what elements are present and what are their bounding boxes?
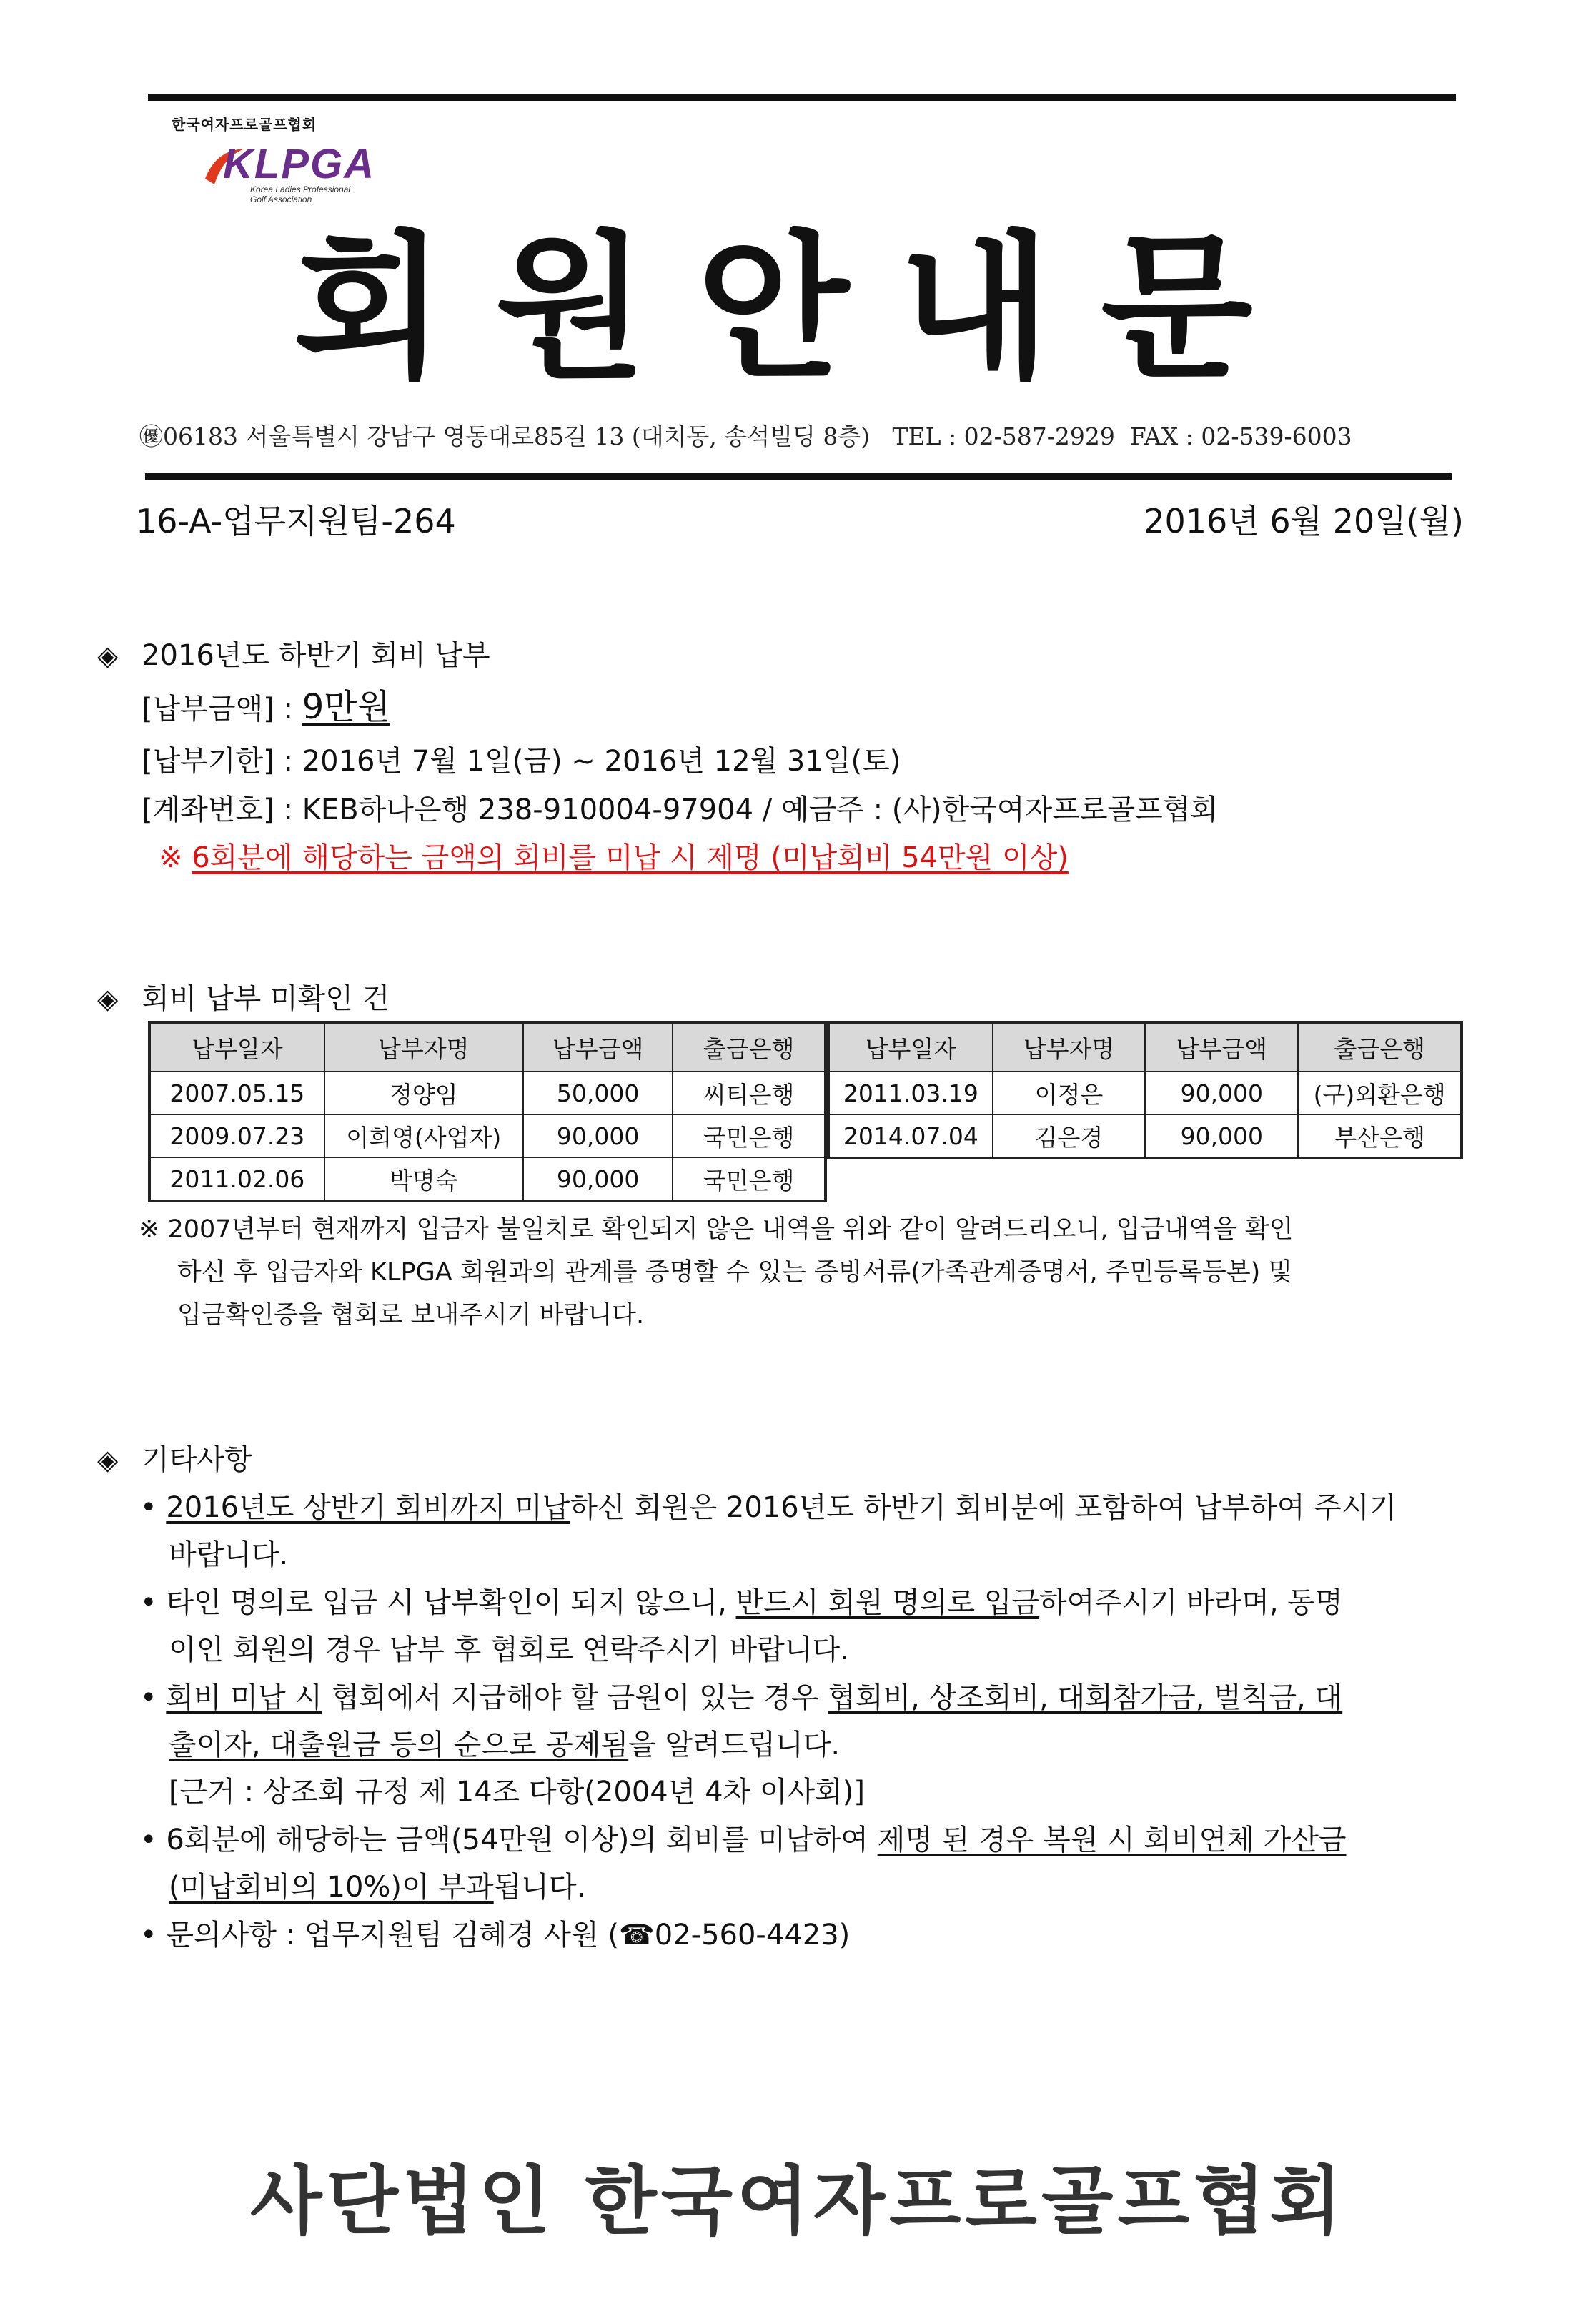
- bullet-item-1: [140, 1485, 1397, 1526]
- cell-name: 정양임: [324, 1072, 523, 1114]
- cell-amount: 90,000: [1145, 1072, 1298, 1114]
- col-header-bank: 출금은행: [1298, 1022, 1462, 1072]
- cell-date: 2007.05.15: [149, 1072, 324, 1114]
- col-header-name: 납부자명: [324, 1022, 523, 1072]
- bullet-icon: •: [140, 1491, 157, 1524]
- amount-label: [납부금액] :: [142, 693, 302, 726]
- cell-amount: 50,000: [523, 1072, 673, 1114]
- section-title: 기타사항: [142, 1443, 252, 1476]
- bullet-item-4: [140, 1817, 1347, 1858]
- cell-name: 이정은: [993, 1072, 1145, 1114]
- bullet-1-emphasis: 2016년도 상반기 회비까지 미납: [166, 1491, 570, 1524]
- cell-bank: 씨티은행: [673, 1072, 826, 1114]
- logo-subtitle-line-1: Korea Ladies Professional: [250, 184, 351, 194]
- org-small-label: 한국여자프로골프협회: [172, 116, 317, 133]
- document-number: 16-A-업무지원팀-264: [136, 502, 456, 540]
- bullet-5-text: 문의사항 : 업무지원팀 김혜경 사원 (☎02-560-4423): [166, 1919, 851, 1952]
- period-value: 2016년 7월 1일(금) ~ 2016년 12월 31일(토): [302, 745, 901, 778]
- diamond-bullet-icon: ◈: [97, 1444, 119, 1475]
- period-label: [납부기한] :: [142, 745, 302, 778]
- table-header-row: [828, 1022, 1462, 1072]
- bullet-3-basis: [근거 : 상조회 규정 제 14조 다항(2004년 4차 이사회)]: [169, 1776, 866, 1809]
- cell-bank: 국민은행: [673, 1157, 826, 1201]
- bullet-1-text: 하신 회원은 2016년도 하반기 회비분에 포함하여 납부하여 주시기: [570, 1491, 1397, 1524]
- logo-subtitle-line-2: Golf Association: [250, 194, 312, 204]
- bullet-3-emphasis-2: 협회비, 상조회비, 대회참가금, 벌칙금, 대: [828, 1681, 1343, 1714]
- cell-amount: 90,000: [523, 1114, 673, 1157]
- unconfirmed-table-right: [827, 1021, 1463, 1159]
- col-header-bank: 출금은행: [673, 1022, 826, 1072]
- section-title: 2016년도 하반기 회비 납부: [142, 639, 490, 672]
- table-header-row: [149, 1022, 826, 1072]
- diamond-bullet-icon: ◈: [97, 640, 119, 671]
- bullet-4-emphasis-2: (미납회비의 10%)이 부과: [169, 1871, 494, 1904]
- bullet-4-emphasis: 제명 된 경우 복원 시 회비연체 가산금: [877, 1824, 1347, 1856]
- top-rule: [148, 94, 1456, 101]
- table-note-line-1: ※ 2007년부터 현재까지 입금자 불일치로 확인되지 않은 내역을 위와 같이 알려드리오니, 입금내역을 확인: [139, 1215, 1294, 1244]
- footer-org-name: 사단법인 한국여자프로골프협회: [250, 2157, 1346, 2245]
- bullet-3-continuation: [169, 1722, 840, 1763]
- account-value: KEB하나은행 238-910004-97904 / 예금주 : (사)한국여자프로골프협회: [302, 793, 1219, 826]
- cell-date: 2011.02.06: [149, 1157, 324, 1201]
- table-note-line-3: 입금확인증을 협회로 보내주시기 바랍니다.: [177, 1301, 645, 1330]
- table-row: [828, 1072, 1462, 1114]
- bullet-item-2: [140, 1580, 1343, 1621]
- warning-text: 6회분에 해당하는 금액의 회비를 미납 시 제명 (미납회비 54만원 이상): [192, 841, 1069, 874]
- cell-name: 김은경: [993, 1114, 1145, 1158]
- amount-value: 9만원: [302, 687, 390, 727]
- period-line: [142, 738, 901, 779]
- table-note-line-2: 하신 후 입금자와 KLPGA 회원과의 관계를 증명할 수 있는 증빙서류(가족관계증명서, 주민등록등본) 및: [177, 1258, 1293, 1287]
- document-title: 회원안내문: [293, 214, 1303, 400]
- klpga-logo: [202, 140, 395, 212]
- table-row: [149, 1072, 826, 1114]
- section-unconfirmed-heading: [97, 976, 390, 1017]
- bullet-item-5: [140, 1912, 850, 1953]
- cell-bank: 부산은행: [1298, 1114, 1462, 1158]
- logo-subtitle: [250, 184, 350, 204]
- cell-bank: (구)외환은행: [1298, 1072, 1462, 1114]
- bullet-2-continuation: 이인 회원의 경우 납부 후 협회로 연락주시기 바랍니다.: [169, 1633, 849, 1666]
- col-header-date: 납부일자: [149, 1022, 324, 1072]
- address-rule: [145, 473, 1452, 480]
- col-header-date: 납부일자: [828, 1022, 993, 1072]
- section-title: 회비 납부 미확인 건: [142, 982, 390, 1015]
- unconfirmed-table-left: [148, 1021, 827, 1202]
- cell-name: 박명숙: [324, 1157, 523, 1201]
- bullet-3-text-2: 을 알려드립니다.: [628, 1729, 841, 1761]
- warning-line: [159, 835, 1069, 876]
- cell-amount: 90,000: [523, 1157, 673, 1201]
- bullet-2-text-b: 하여주시기 바라며, 동명: [1039, 1586, 1343, 1619]
- bullet-icon: •: [140, 1824, 157, 1856]
- section-other-heading: [97, 1437, 252, 1478]
- document-date: 2016년 6월 20일(월): [1144, 502, 1464, 540]
- col-header-amount: 납부금액: [523, 1022, 673, 1072]
- bullet-2-text-a: 타인 명의로 입금 시 납부확인이 되지 않으니,: [166, 1586, 736, 1619]
- logo-wordmark: KLPGA: [223, 141, 375, 187]
- bullet-icon: •: [140, 1586, 157, 1619]
- cell-date: 2011.03.19: [828, 1072, 993, 1114]
- account-line: [142, 787, 1218, 828]
- bullet-item-3: [140, 1675, 1342, 1716]
- address-line: ㊝06183 서울특별시 강남구 영동대로85길 13 (대치동, 송석빌딩 8층) TEL : 02-587-2929 FAX : 02-539-6003: [139, 422, 1352, 450]
- bullet-3-emphasis-1: 회비 미납 시: [166, 1681, 322, 1714]
- bullet-icon: •: [140, 1681, 157, 1714]
- bullet-4-text-2: 됩니다.: [493, 1871, 586, 1904]
- section-fee-payment-heading: [97, 633, 490, 673]
- bullet-icon: •: [140, 1919, 157, 1952]
- cell-amount: 90,000: [1145, 1114, 1298, 1158]
- amount-line: [142, 679, 390, 728]
- col-header-name: 납부자명: [993, 1022, 1145, 1072]
- bullet-2-emphasis: 반드시 회원 명의로 입금: [735, 1586, 1040, 1619]
- table-row: [149, 1114, 826, 1157]
- table-row: [149, 1157, 826, 1201]
- bullet-1-continuation: 바랍니다.: [169, 1538, 289, 1571]
- cell-bank: 국민은행: [673, 1114, 826, 1157]
- warning-mark: ※: [159, 841, 192, 874]
- cell-date: 2009.07.23: [149, 1114, 324, 1157]
- cell-date: 2014.07.04: [828, 1114, 993, 1158]
- cell-name: 이희영(사업자): [324, 1114, 523, 1157]
- bullet-3-emphasis-3: 출이자, 대출원금 등의 순으로 공제됨: [169, 1729, 629, 1761]
- bullet-3-text: 협회에서 지급해야 할 금원이 있는 경우: [322, 1681, 828, 1714]
- diamond-bullet-icon: ◈: [97, 983, 119, 1014]
- account-label: [계좌번호] :: [142, 793, 302, 826]
- table-row: [828, 1114, 1462, 1158]
- col-header-amount: 납부금액: [1145, 1022, 1298, 1072]
- bullet-4-text: 6회분에 해당하는 금액(54만원 이상)의 회비를 미납하여: [166, 1824, 878, 1856]
- bullet-4-continuation: [169, 1864, 585, 1905]
